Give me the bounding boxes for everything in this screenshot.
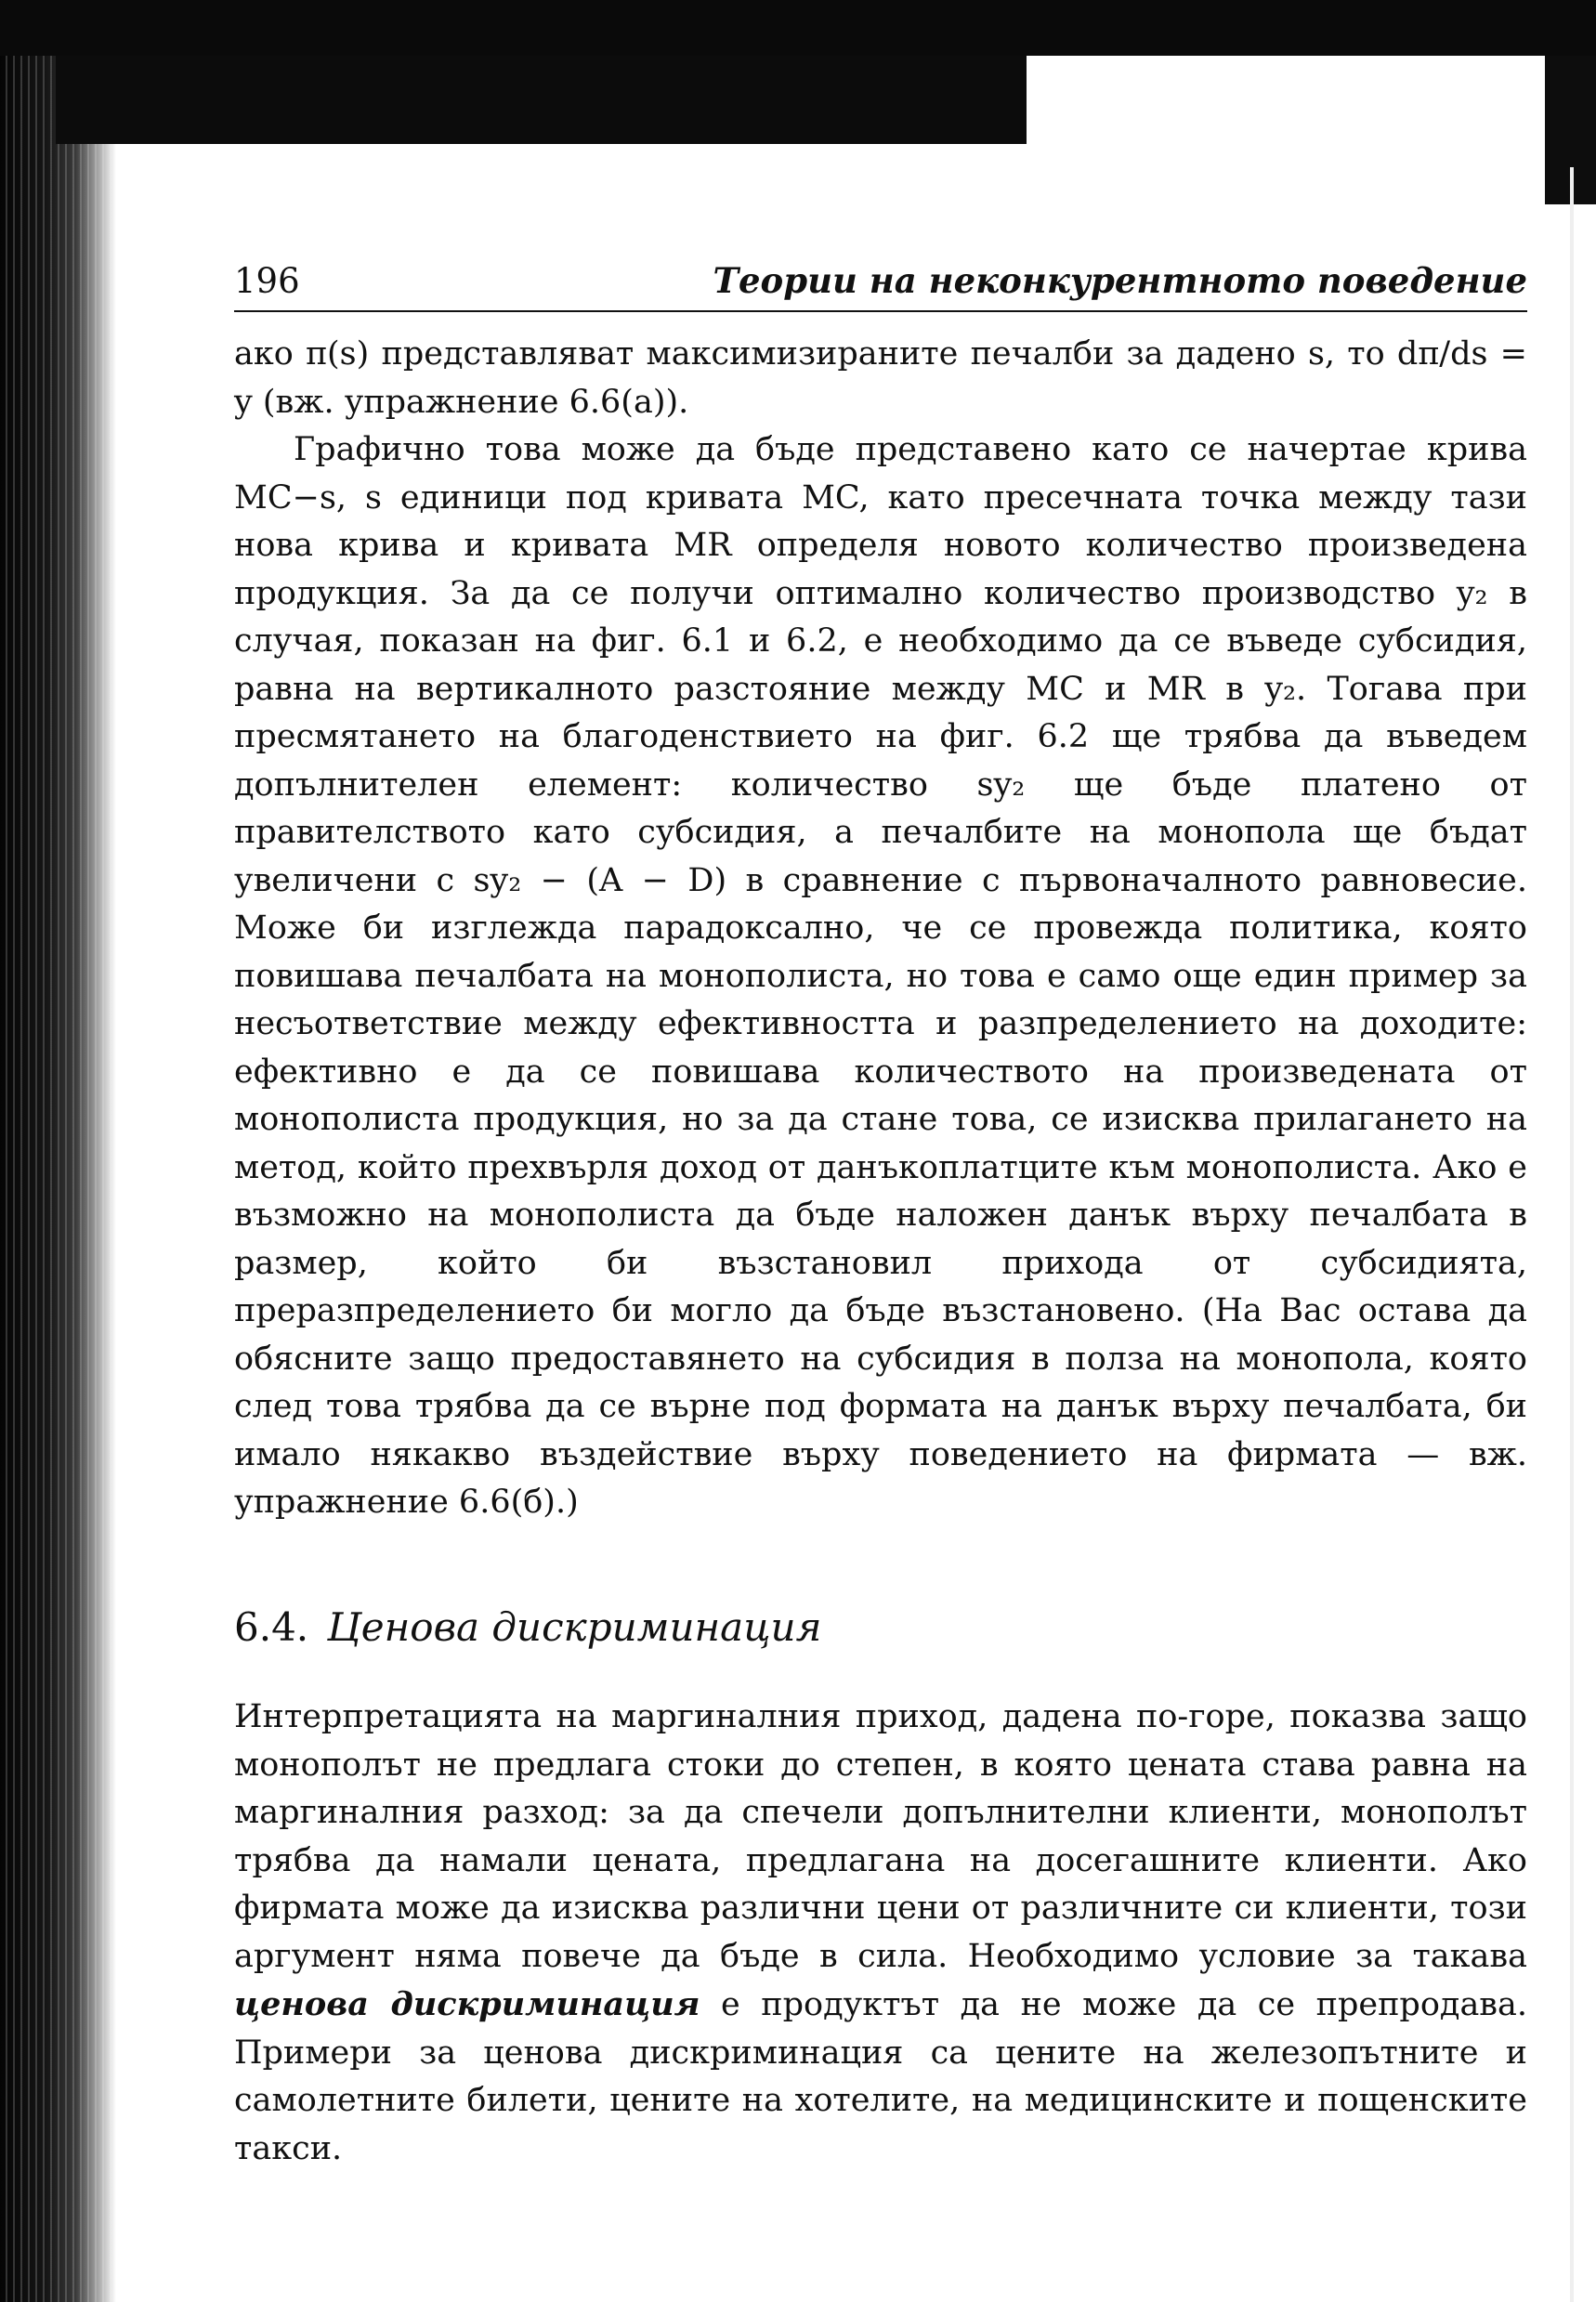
running-title: Теории на неконкурентното поведение: [713, 260, 1527, 301]
section-heading: [234, 1603, 1527, 1652]
page-number: 196: [234, 261, 300, 301]
scan-shadow-top: [0, 0, 1596, 56]
paragraph-price-discrimination: [234, 1694, 1527, 2173]
section-title: Ценова дискриминация: [327, 1603, 822, 1650]
section-number: 6.4.: [234, 1603, 309, 1650]
book-page: [234, 260, 1527, 2173]
paragraph-subsidy: Графично това може да бъде представено като се начертае крива MC−s, s единици под кривата MC, като пресечната точка между тази нова крива и кривата MR определя новото количество произведена продукция. За да се получи оптимално количество производство y₂ в случая, показан на фиг. 6.1 и 6.2, е необходимо да се въведе субсидия, равна на вертикалното разстояние между MC и MR в y₂. Тогава при пресмятането на благоденствието на фиг. 6.2 ще трябва да въведем допълнителен елемент: количество sy₂ ще бъде платено от правителството като субсидия, а печалбите на монопола ще бъдат увеличени с sy₂ − (A − D) в сравнение с първоначалното равновесие. Може би изглежда парадоксално, че се провежда политика, която повишава печалбата на монополиста, но това е само още един пример за несъответствие между ефективността и разпределението на доходите: ефективно е да се повишава количеството на произведената от монополиста продукция, но за да стане това, се изисква прилагането на метод, който прехвърля доход от данъкоплатците към монополиста. Ако е възможно на монополиста да бъде наложен данък върху печалбата в размер, който би възстановил прихода от субсидията, преразпределението би могло да бъде възстановено. (На Вас остава да обясните защо предоставянето на субсидия в полза на монопола, която след това трябва да се върне под формата на данък върху печалбата, би имало някакво въздействие върху поведението на фирмата — вж. упражнение 6.6(б).): [234, 431, 1527, 1521]
text-run: Интерпретацията на маргиналния приход, дадена по-горе, показва защо монополът не предлага стоки до степен, в която цената става равна на маргиналния разход: за да спечели допълнителни клиенти, монополът трябва да намали цената, предлагана на досегашните клиенти. Ако фирмата може да изисква различни цени от различните си клиенти, този аргумент няма повече да бъде в сила. Необходимо условие за такава: [234, 1698, 1527, 1975]
paragraph-continued: ако π(s) представляват максимизираните печалби за дадено s, то dπ/ds = y (вж. упражнение 6.6(a)).: [234, 335, 1527, 421]
paper-edge: [1570, 167, 1574, 2302]
running-header: [234, 260, 1527, 312]
text-run: е продуктът да не може да се препродава. Примери за ценова дискриминация са цените на железопътните и самолетните билети, цените на хотелите, на медицинските и пощенските такси.: [234, 1986, 1528, 2167]
scan-shadow-bar: [56, 56, 1027, 144]
body-text: [234, 331, 1527, 2173]
key-term: ценова дискриминация: [234, 1985, 700, 2023]
scan-shadow-stripes: [0, 56, 116, 2302]
